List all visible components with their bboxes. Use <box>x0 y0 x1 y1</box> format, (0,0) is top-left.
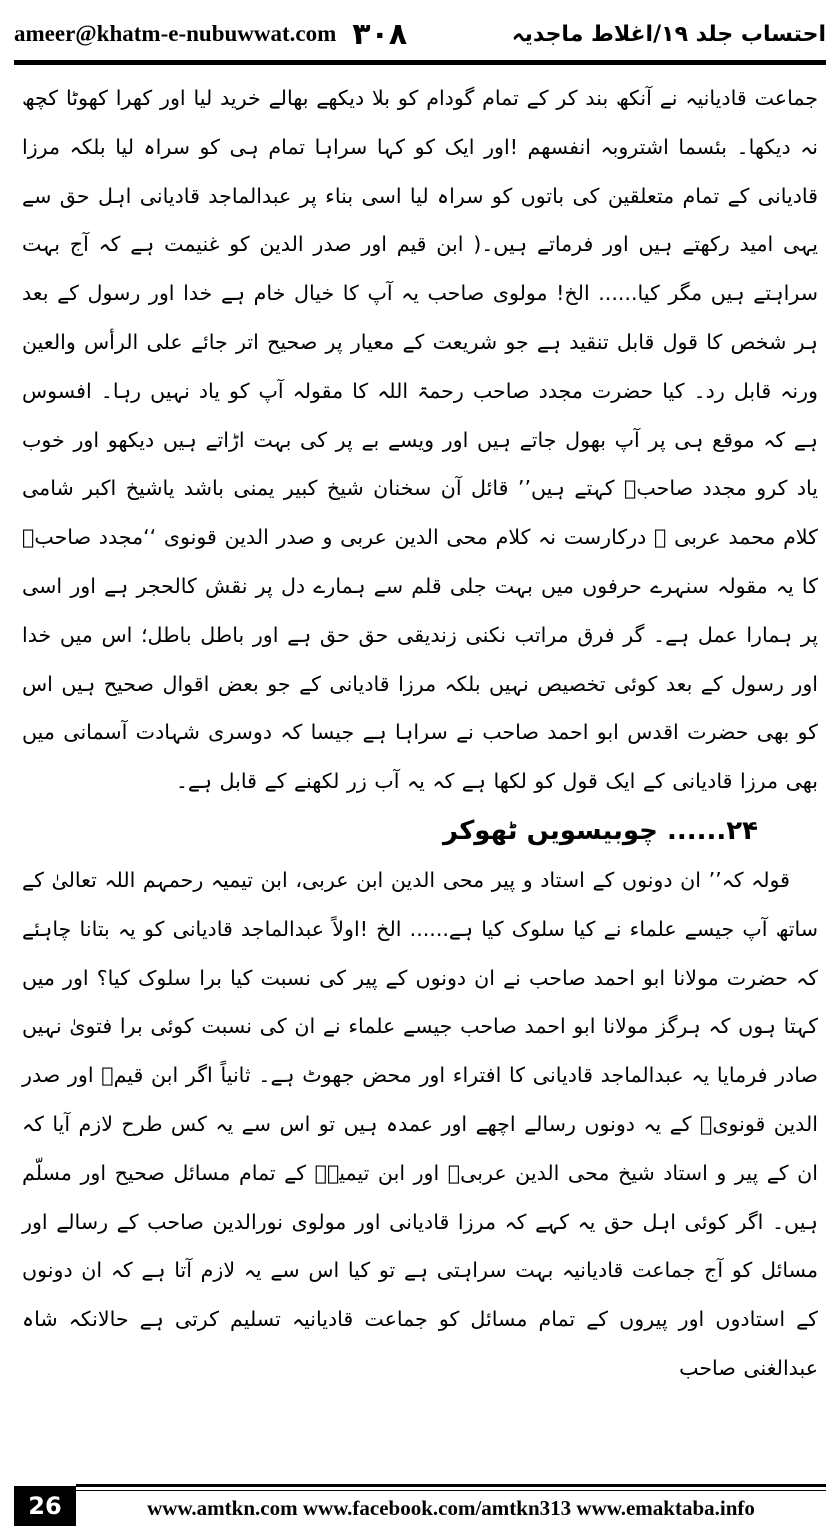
header-rule <box>14 60 826 65</box>
page-body <box>22 74 818 1474</box>
footer-links-area <box>76 1484 826 1528</box>
footer-links: www.amtkn.com www.facebook.com/amtkn313 www.emaktaba.info <box>147 1496 755 1520</box>
page-header <box>14 14 826 54</box>
header-email: ameer@khatm-e-nubuwwat.com <box>14 21 337 46</box>
footer-rule-thick <box>76 1484 826 1487</box>
section-heading: ۲۴...... چوبیسویں ٹھوکر <box>443 815 758 846</box>
body-paragraph-1: جماعت قادیانیہ نے آنکھ بند کر کے تمام گودام کو بلا دیکھے بھالے خرید لیا اور کھرا کھوٹا کچھ نہ دیکھا۔ بئسما اشتروبہ انفسھم !اور ایک کو کہا سراہا تمام ہی کو سراہ لیا بلکہ مرزا قادیانی کے تمام متعلقین کی باتوں کو سراہ لیا اسی بناء پر عبدالماجد قادیانی اہل حق سے یہی امید رکھتے ہیں اور فرماتے ہیں۔( ابن قیم اور صدر الدین کو غنیمت ہے کہ آج بہت سراہتے ہیں مگر کیا...... الخ! مولوی صاحب یہ آپ کا خیال خام ہے خدا اور رسول کے بعد ہر شخص کا قول قابل تنقید ہے جو شریعت کے معیار پر صحیح اتر جائے علی الرأس والعین ورنہ قابل رد۔ کیا حضرت مجدد صاحب رحمۃ اللہ کا مقولہ آپ کو یاد نہیں رہا۔ افسوس ہے کہ موقع ہی پر آپ بھول جاتے ہیں اور ویسے بے پر کی بہت اڑاتے ہیں دیکھو اور خوب یاد کرو مجدد صاحبؒ کہتے ہیں’’ قائل آن سخنان شیخ کبیر یمنی باشد یاشیخ اکبر شامی کلام محمد عربی ﷺ درکارست نہ کلام محی الدین عربی و صدر الدین قونوی ‘‘مجدد صاحبؒ کا یہ مقولہ سنہرے حرفوں میں بہت جلی قلم سے ہمارے دل پر نقش کالحجر ہے اور اسی پر ہمارا عمل ہے۔ گر فرق مراتب نکنی زندیقی حق حق ہے اور باطل باطل؛ اس میں خدا اور رسول کے بعد کوئی تخصیص نہیں بلکہ مرزا قادیانی کے جو بعض اقوال صحیح ہیں اس کو بھی حضرت اقدس ابو احمد صاحب نے سراہا ہے جیسا کہ دوسری شہادت آسمانی میں بھی مرزا قادیانی کے ایک قول کو لکھا ہے کہ یہ آب زر لکھنے کے قابل ہے۔ <box>22 86 818 794</box>
body-paragraph-2: قولہ کہ’’ ان دونوں کے استاد و پیر محی الدین ابن عربی، ابن تیمیہ رحمہم اللہ تعالیٰ کے ساتھ آپ جیسے علماء نے کیا سلوک کیا ہے...... الخ !اولاً عبدالماجد قادیانی کو یہ بتانا چاہئے کہ حضرت مولانا ابو احمد صاحب نے ان دونوں کے پیر کی نسبت کیا برا سلوک کیا؟ اور میں کہتا ہوں کہ ہرگز مولانا ابو احمد صاحب جیسے علماء نے ان کی نسبت کوئی برا فتویٰ نہیں صادر فرمایا یہ عبدالماجد قادیانی کا افتراء اور محض جھوٹ ہے۔ ثانیاً اگر ابن قیمؒ اور صدر الدین قونویؒ کے یہ دونوں رسالے اچھے اور عمدہ ہیں تو اس سے یہ کس طرح لازم آیا کہ ان کے پیر و استاد شیخ محی الدین عربیؒ اور ابن تیمیہؒ کے تمام مسائل صحیح اور مسلّم ہیں۔ اگر کوئی اہل حق یہ کہے کہ مرزا قادیانی اور مولوی نورالدین صاحب کے رسالے اور مسائل کو آج جماعت قادیانیہ بہت سراہتی ہے تو کیا اس سے یہ لازم آتا ہے کہ ان دونوں کے استادوں اور پیروں کے تمام مسائل کو جماعت قادیانیہ تسلیم کرتی ہے حالانکہ شاہ عبدالغنی صاحب <box>22 867 818 1380</box>
header-left-group <box>14 17 407 52</box>
page-footer <box>14 1484 826 1528</box>
header-book-title: احتساب جلد ۱۹/اغلاط ماجدیہ <box>511 21 826 47</box>
footer-rule-thin <box>76 1490 826 1491</box>
footer-page-number: 26 <box>14 1486 76 1526</box>
header-page-number: ۳۰۸ <box>352 16 408 52</box>
